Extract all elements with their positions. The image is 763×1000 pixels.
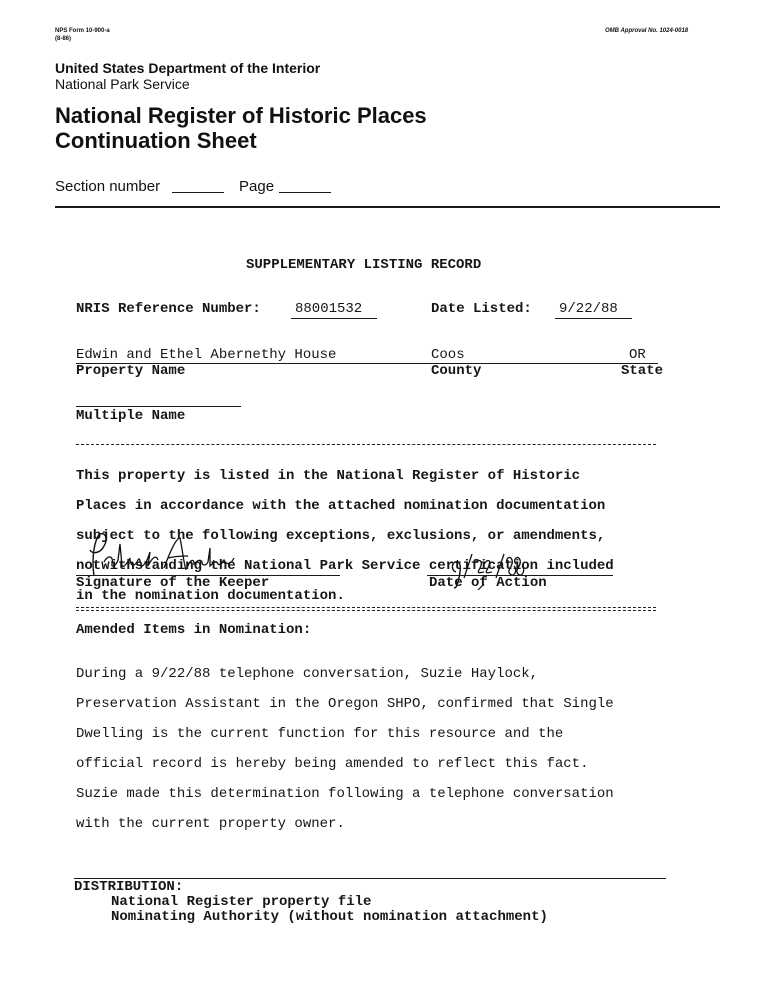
statement-line: Places in accordance with the attached nomination documentation <box>76 498 606 514</box>
amended-items-heading: Amended Items in Nomination: <box>76 622 312 638</box>
date-listed-underline <box>555 318 632 319</box>
statement-line: This property is listed in the National Register of Historic <box>76 468 581 484</box>
distribution-item: Nominating Authority (without nomination attachment) <box>111 909 548 925</box>
nris-value: 88001532 <box>295 301 363 317</box>
form-date: (8-86) <box>55 36 72 42</box>
amended-line: official record is hereby being amended to reflect this fact. <box>76 756 589 772</box>
department-name: United States Department of the Interior <box>55 60 321 76</box>
state-label: State <box>621 363 664 379</box>
form-number: NPS Form 10-900-a <box>55 28 110 34</box>
amended-line: with the current property owner. <box>76 816 345 832</box>
amended-items-paragraph <box>76 652 614 847</box>
amended-line: Dwelling is the current function for this resource and the <box>76 726 564 742</box>
statement-line: subject to the following exceptions, exclusions, or amendments, <box>76 528 606 544</box>
distribution-item: National Register property file <box>111 894 372 910</box>
county-value: Coos <box>431 347 465 363</box>
distribution-heading: DISTRIBUTION: <box>74 879 184 895</box>
date-listed-label: Date Listed: <box>431 301 532 317</box>
nris-underline <box>291 318 377 319</box>
section-number-blank <box>172 192 224 193</box>
amended-line: Preservation Assistant in the Oregon SHPO, confirmed that Single <box>76 696 614 712</box>
statement-line: notwithstanding the National Park Service certification included <box>76 558 614 574</box>
nris-label: NRIS Reference Number: <box>76 301 261 317</box>
multiple-name-label: Multiple Name <box>76 408 186 424</box>
section-number-label: Section number <box>55 178 161 195</box>
amended-line: During a 9/22/88 telephone conversation, Suzie Haylock, <box>76 666 539 682</box>
keeper-signature <box>84 532 244 580</box>
signature-label: Signature of the Keeper <box>76 575 270 591</box>
service-name: National Park Service <box>55 76 190 92</box>
property-name-label: Property Name <box>76 363 186 379</box>
county-label: County <box>431 363 482 379</box>
record-heading: SUPPLEMENTARY LISTING RECORD <box>246 257 482 273</box>
double-dashed-divider <box>76 607 656 611</box>
state-value: OR <box>629 347 646 363</box>
page-label: Page <box>239 178 275 195</box>
amended-line: Suzie made this determination following a telephone conversation <box>76 786 614 802</box>
page-subtitle: Continuation Sheet <box>55 128 257 153</box>
date-of-action-label: Date of Action <box>429 575 547 591</box>
multiple-name-blank <box>76 406 241 407</box>
dashed-divider <box>76 444 656 445</box>
property-name-value: Edwin and Ethel Abernethy House <box>76 347 337 363</box>
header-divider <box>55 206 720 208</box>
date-listed-value: 9/22/88 <box>559 301 618 317</box>
omb-approval: OMB Approval No. 1024-0018 <box>605 28 689 34</box>
statement-line: in the nomination documentation. <box>76 588 345 604</box>
page-title: National Register of Historic Places <box>55 103 427 128</box>
page-number-blank <box>279 192 331 193</box>
